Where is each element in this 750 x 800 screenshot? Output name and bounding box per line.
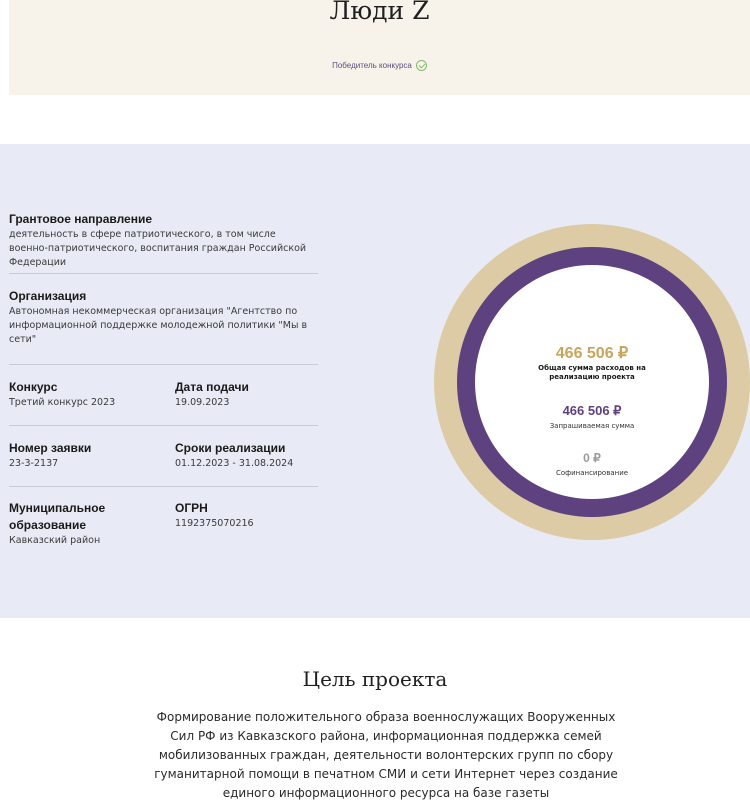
total-amount-label: Общая сумма расходов на реализацию проекта xyxy=(538,364,646,381)
application-number xyxy=(9,440,169,471)
organization xyxy=(9,288,309,347)
realization-period-title: Сроки реализации xyxy=(175,441,286,455)
total-amount: 466 506 ₽ xyxy=(555,345,629,362)
requested-amount: 466 506 ₽ xyxy=(562,403,622,418)
goal-text: Формирование положительного образа военнослужащих Вооруженных Сил РФ из Кавказского района, информационная поддержка семей мобилизованных граждан, деятельности волонтерских групп по сбору гуманитарной помощи в печатном СМИ и сети Интернет через создание единого информационного ресурса на базе газеты xyxy=(154,710,618,800)
grant-direction-title: Грантовое направление xyxy=(9,212,153,226)
organization-title: Организация xyxy=(9,289,87,303)
municipality-title: Муниципальное образование xyxy=(9,501,106,532)
contest xyxy=(9,379,169,410)
realization-period xyxy=(175,440,325,471)
ogrn xyxy=(175,500,325,531)
winner-badge-label: Победитель конкурса xyxy=(332,61,412,70)
submit-date xyxy=(175,379,325,410)
divider xyxy=(9,425,318,426)
divider xyxy=(9,486,318,487)
contest-value: Третий конкурс 2023 xyxy=(9,397,116,408)
cofinancing-amount: 0 ₽ xyxy=(583,451,601,465)
goal-title: Цель проекта xyxy=(302,667,448,691)
submit-date-title: Дата подачи xyxy=(175,380,249,394)
cofinancing-amount-label: Софинансирование xyxy=(555,469,629,477)
ogrn-value: 1192375070216 xyxy=(175,518,254,529)
ogrn-title: ОГРН xyxy=(175,501,208,515)
project-title: Люди Z xyxy=(329,0,430,25)
requested-amount-label: Запрашиваемая сумма xyxy=(549,422,635,430)
realization-period-value: 01.12.2023 - 31.08.2024 xyxy=(175,458,294,469)
budget-summary xyxy=(475,265,709,499)
contest-title: Конкурс xyxy=(9,380,58,394)
application-number-title: Номер заявки xyxy=(9,441,92,455)
organization-value: Автономная некоммерческая организация "Агентство по информационной поддержке молодежной политики "Мы в сети" xyxy=(9,306,308,345)
divider xyxy=(9,273,318,274)
application-number-value: 23-3-2137 xyxy=(9,458,59,469)
project-header xyxy=(9,0,750,95)
submit-date-value: 19.09.2023 xyxy=(175,397,230,408)
budget-ring xyxy=(434,224,750,540)
winner-badge xyxy=(9,60,750,71)
grant-direction xyxy=(9,211,309,270)
municipality-value: Кавказский район xyxy=(9,535,101,546)
grant-direction-value: деятельность в сфере патриотического, в том числе военно-патриотического, воспитания граждан Российской Федерации xyxy=(9,229,307,268)
divider xyxy=(9,364,318,365)
budget-ring-inner xyxy=(457,247,727,517)
municipality xyxy=(9,500,134,548)
check-circle-icon xyxy=(416,60,427,71)
